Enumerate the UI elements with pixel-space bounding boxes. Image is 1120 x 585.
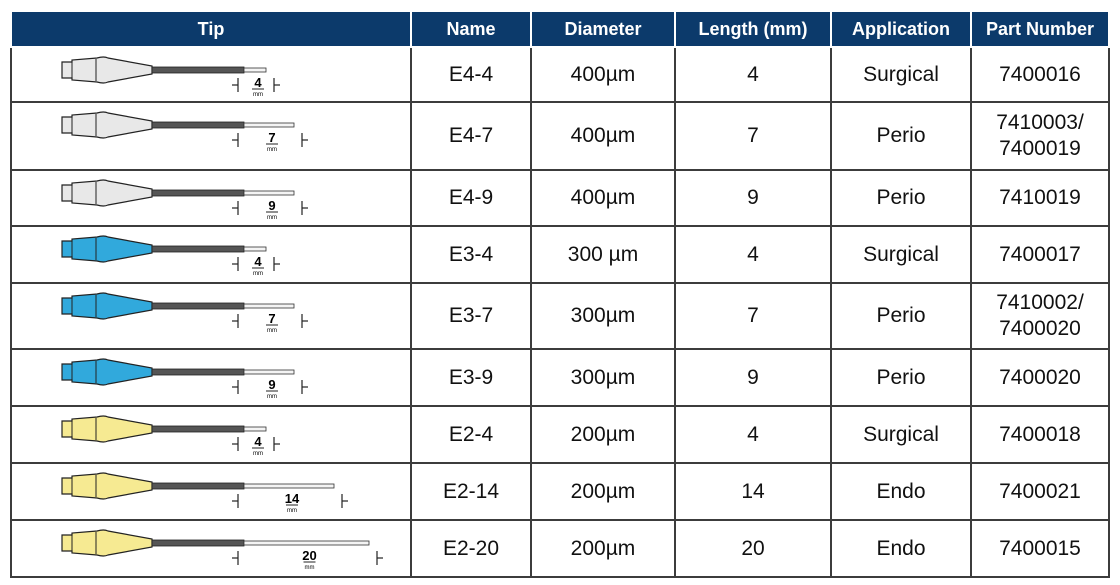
tip-cell	[11, 170, 411, 226]
table-row	[11, 47, 1109, 102]
tip-illustration	[12, 48, 412, 103]
tip-unit-label: mm	[304, 565, 315, 571]
application-cell: Surgical	[831, 47, 971, 102]
diameter-cell: 400µm	[531, 170, 675, 226]
diameter-cell: 300µm	[531, 283, 675, 349]
tip-illustration	[12, 407, 412, 464]
diameter-cell: 400µm	[531, 47, 675, 102]
name-cell: E3-9	[411, 349, 531, 406]
name-cell: E4-9	[411, 170, 531, 226]
part-number-cell: 7400018	[971, 406, 1109, 463]
table-body	[11, 47, 1109, 577]
col-header-name: Name	[411, 11, 531, 47]
application-cell: Perio	[831, 349, 971, 406]
tip-cell	[11, 226, 411, 283]
length-cell: 4	[675, 47, 831, 102]
tip-illustration	[12, 284, 412, 350]
col-header-diameter: Diameter	[531, 11, 675, 47]
header-row	[11, 11, 1109, 47]
diameter-cell: 200µm	[531, 463, 675, 520]
part-number-cell: 7400020	[971, 349, 1109, 406]
tip-illustration	[12, 521, 412, 578]
diameter-cell: 400µm	[531, 102, 675, 170]
tip-illustration	[12, 464, 412, 521]
diameter-cell: 300µm	[531, 349, 675, 406]
tip-unit-label: mm	[267, 147, 277, 153]
length-cell: 9	[675, 170, 831, 226]
diameter-cell: 200µm	[531, 520, 675, 577]
tip-unit-label: mm	[267, 394, 277, 400]
col-header-length: Length (mm)	[675, 11, 831, 47]
application-cell: Endo	[831, 463, 971, 520]
tip-length-label: 9	[268, 198, 276, 213]
part-number-cell: 7410019	[971, 170, 1109, 226]
tip-unit-label: mm	[253, 271, 263, 277]
length-cell: 14	[675, 463, 831, 520]
tip-unit-label: mm	[267, 328, 277, 334]
part-number-cell: 7400015	[971, 520, 1109, 577]
tip-length-label: 4	[254, 254, 262, 269]
tip-illustration	[12, 350, 412, 407]
col-header-part-number: Part Number	[971, 11, 1109, 47]
application-cell: Surgical	[831, 406, 971, 463]
tip-length-label: 7	[268, 130, 276, 145]
table-row	[11, 520, 1109, 577]
table-row	[11, 349, 1109, 406]
tip-illustration	[12, 227, 412, 284]
tip-cell	[11, 463, 411, 520]
part-number-cell: 7410003/ 7400019	[971, 102, 1109, 170]
name-cell: E2-20	[411, 520, 531, 577]
tip-cell	[11, 520, 411, 577]
col-header-tip: Tip	[11, 11, 411, 47]
tip-length-label: 14	[284, 491, 300, 506]
diameter-cell: 200µm	[531, 406, 675, 463]
table-row	[11, 226, 1109, 283]
tip-illustration	[12, 171, 412, 227]
application-cell: Perio	[831, 170, 971, 226]
table-row	[11, 102, 1109, 170]
tip-cell	[11, 283, 411, 349]
length-cell: 7	[675, 102, 831, 170]
col-header-application: Application	[831, 11, 971, 47]
part-number-cell: 7400016	[971, 47, 1109, 102]
tips-table-container	[10, 10, 1110, 578]
application-cell: Surgical	[831, 226, 971, 283]
name-cell: E3-7	[411, 283, 531, 349]
table-row	[11, 170, 1109, 226]
tip-length-label: 4	[254, 75, 262, 90]
application-cell: Perio	[831, 102, 971, 170]
tips-table	[10, 10, 1110, 578]
table-row	[11, 406, 1109, 463]
table-row	[11, 283, 1109, 349]
length-cell: 20	[675, 520, 831, 577]
tip-cell	[11, 349, 411, 406]
length-cell: 9	[675, 349, 831, 406]
tip-length-label: 9	[268, 377, 276, 392]
tip-length-label: 20	[302, 548, 317, 563]
table-row	[11, 463, 1109, 520]
tip-cell	[11, 47, 411, 102]
name-cell: E2-4	[411, 406, 531, 463]
tip-unit-label: mm	[267, 215, 277, 221]
tip-length-label: 4	[254, 434, 262, 449]
application-cell: Endo	[831, 520, 971, 577]
length-cell: 4	[675, 226, 831, 283]
part-number-cell: 7400017	[971, 226, 1109, 283]
tip-cell	[11, 406, 411, 463]
name-cell: E2-14	[411, 463, 531, 520]
tip-unit-label: mm	[287, 508, 297, 514]
name-cell: E3-4	[411, 226, 531, 283]
name-cell: E4-4	[411, 47, 531, 102]
tip-unit-label: mm	[253, 92, 263, 98]
diameter-cell: 300 µm	[531, 226, 675, 283]
length-cell: 7	[675, 283, 831, 349]
application-cell: Perio	[831, 283, 971, 349]
tip-length-label: 7	[268, 311, 276, 326]
length-cell: 4	[675, 406, 831, 463]
part-number-cell: 7410002/ 7400020	[971, 283, 1109, 349]
name-cell: E4-7	[411, 102, 531, 170]
tip-illustration	[12, 103, 412, 171]
tip-cell	[11, 102, 411, 170]
part-number-cell: 7400021	[971, 463, 1109, 520]
tip-unit-label: mm	[253, 451, 263, 457]
